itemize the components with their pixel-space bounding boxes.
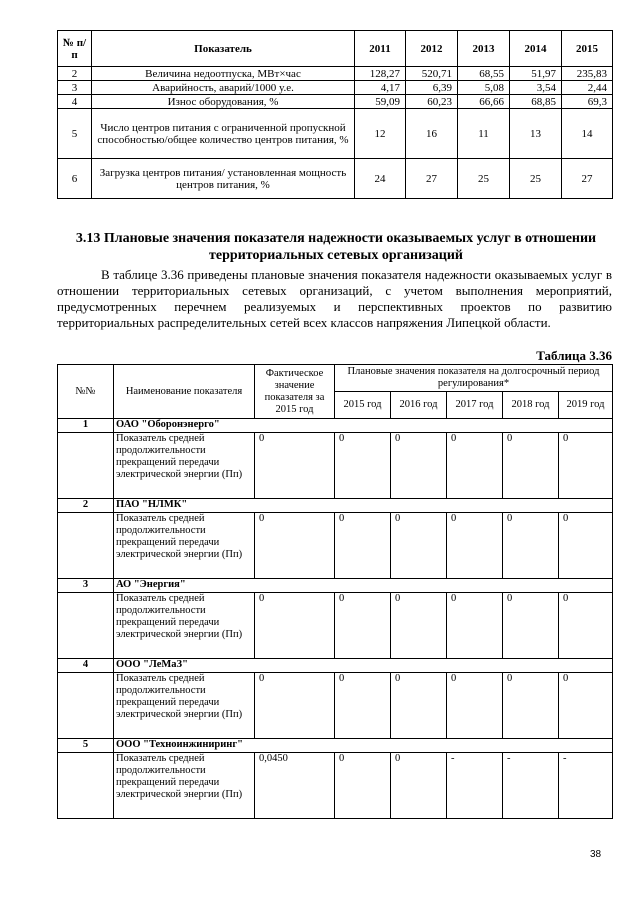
indicator-row [58, 513, 613, 579]
org-num: 3 [58, 579, 114, 593]
header-cell: 2012 [406, 31, 458, 67]
plan-value: 0 [335, 673, 391, 739]
fact-value: 0 [255, 513, 335, 579]
org-row [58, 499, 613, 513]
row-name: Износ оборудования, % [92, 95, 355, 109]
org-name: ООО "ЛеМаЗ" [114, 659, 613, 673]
org-num: 1 [58, 419, 114, 433]
org-name: АО "Энергия" [114, 579, 613, 593]
fact-value: 0,0450 [255, 753, 335, 819]
row-name: Число центров питания с ограниченной пропускной способностью/общее количество центров питания, % [92, 109, 355, 159]
row-value: 4,17 [355, 81, 406, 95]
org-num: 5 [58, 739, 114, 753]
indicator-name: Показатель средней продолжительности прекращений передачи электрической энергии (Пп) [114, 753, 255, 819]
row-value: 68,55 [458, 67, 510, 81]
table-row [58, 67, 613, 81]
table-row [58, 81, 613, 95]
indicator-name: Показатель средней продолжительности прекращений передачи электрической энергии (Пп) [114, 513, 255, 579]
header-year: 2017 год [447, 392, 503, 419]
row-value: 69,3 [562, 95, 613, 109]
plan-value: 0 [503, 673, 559, 739]
plan-value: - [447, 753, 503, 819]
row-value: 60,23 [406, 95, 458, 109]
row-num: 5 [58, 109, 92, 159]
plan-value: 0 [503, 433, 559, 499]
fact-value: 0 [255, 673, 335, 739]
page-number: 38 [590, 849, 602, 860]
header-cell: 2014 [510, 31, 562, 67]
header-cell: 2011 [355, 31, 406, 67]
plan-value: 0 [447, 593, 503, 659]
row-name: Величина недоотпуска, МВт×час [92, 67, 355, 81]
table-caption: Таблица 3.36 [536, 348, 612, 363]
row-value: 68,85 [510, 95, 562, 109]
reliability-plan-table [57, 364, 613, 819]
table-row [58, 95, 613, 109]
plan-value: 0 [503, 513, 559, 579]
plan-value: 0 [447, 673, 503, 739]
header-fact: Фактическое значение показателя за 2015 год [255, 365, 335, 419]
section-paragraph: В таблице 3.36 приведены плановые значения показателя надежности оказываемых услуг в отношении территориальных сетевых организаций, с учетом выполнения мероприятий, предусмотренных перечнем реализуемых и перспективных проектов по развитию территориальных распределительных сетей всех классов напряжения Липецкой области. [57, 267, 612, 330]
header-name: Наименование показателя [114, 365, 255, 419]
org-num: 2 [58, 499, 114, 513]
plan-value: 0 [559, 433, 613, 499]
org-row [58, 739, 613, 753]
row-value: 2,44 [562, 81, 613, 95]
header-cell: 2013 [458, 31, 510, 67]
row-num: 2 [58, 67, 92, 81]
empty-cell [58, 513, 114, 579]
org-row [58, 419, 613, 433]
empty-cell [58, 753, 114, 819]
row-value: 14 [562, 109, 613, 159]
plan-value: 0 [559, 513, 613, 579]
empty-cell [58, 433, 114, 499]
empty-cell [58, 673, 114, 739]
plan-value: 0 [447, 513, 503, 579]
plan-value: 0 [335, 593, 391, 659]
header-year: 2016 год [391, 392, 447, 419]
header-year: 2018 год [503, 392, 559, 419]
row-value: 16 [406, 109, 458, 159]
row-num: 6 [58, 159, 92, 199]
indicators-table [57, 30, 613, 199]
fact-value: 0 [255, 593, 335, 659]
plan-value: 0 [391, 593, 447, 659]
row-value: 24 [355, 159, 406, 199]
row-value: 66,66 [458, 95, 510, 109]
row-value: 520,71 [406, 67, 458, 81]
org-name: ОАО "Оборонэнерго" [114, 419, 613, 433]
row-value: 128,27 [355, 67, 406, 81]
plan-value: 0 [391, 753, 447, 819]
header-cell: 2015 [562, 31, 613, 67]
table-header-row [58, 31, 613, 67]
plan-value: 0 [335, 753, 391, 819]
header-year: 2015 год [335, 392, 391, 419]
row-value: 51,97 [510, 67, 562, 81]
header-plan: Плановые значения показателя на долгосрочный период регулирования* [335, 365, 613, 392]
row-name: Аварийность, аварий/1000 у.е. [92, 81, 355, 95]
row-num: 3 [58, 81, 92, 95]
header-year: 2019 год [559, 392, 613, 419]
plan-value: - [503, 753, 559, 819]
row-value: 12 [355, 109, 406, 159]
row-value: 25 [510, 159, 562, 199]
org-row [58, 579, 613, 593]
table-header-row [58, 365, 613, 392]
plan-value: 0 [559, 593, 613, 659]
table-row [58, 159, 613, 199]
indicator-row [58, 433, 613, 499]
header-cell: № п/п [58, 31, 92, 67]
plan-value: 0 [559, 673, 613, 739]
plan-value: 0 [391, 513, 447, 579]
row-value: 3,54 [510, 81, 562, 95]
plan-value: 0 [335, 433, 391, 499]
row-value: 27 [562, 159, 613, 199]
indicator-name: Показатель средней продолжительности прекращений передачи электрической энергии (Пп) [114, 433, 255, 499]
plan-value: - [559, 753, 613, 819]
row-value: 13 [510, 109, 562, 159]
plan-value: 0 [391, 673, 447, 739]
indicator-name: Показатель средней продолжительности прекращений передачи электрической энергии (Пп) [114, 673, 255, 739]
org-num: 4 [58, 659, 114, 673]
table-row [58, 109, 613, 159]
indicator-row [58, 673, 613, 739]
empty-cell [58, 593, 114, 659]
indicator-row [58, 753, 613, 819]
indicator-row [58, 593, 613, 659]
header-cell: Показатель [92, 31, 355, 67]
org-name: ПАО "НЛМК" [114, 499, 613, 513]
row-value: 235,83 [562, 67, 613, 81]
section-title: 3.13 Плановые значения показателя надежности оказываемых услуг в отношении территориальных сетевых организаций [75, 231, 597, 263]
row-value: 27 [406, 159, 458, 199]
row-value: 59,09 [355, 95, 406, 109]
plan-value: 0 [447, 433, 503, 499]
row-value: 5,08 [458, 81, 510, 95]
fact-value: 0 [255, 433, 335, 499]
org-name: ООО "Техноинжиниринг" [114, 739, 613, 753]
plan-value: 0 [335, 513, 391, 579]
row-name: Загрузка центров питания/ установленная мощность центров питания, % [92, 159, 355, 199]
plan-value: 0 [503, 593, 559, 659]
row-value: 25 [458, 159, 510, 199]
row-value: 11 [458, 109, 510, 159]
row-num: 4 [58, 95, 92, 109]
header-num: №№ [58, 365, 114, 419]
row-value: 6,39 [406, 81, 458, 95]
plan-value: 0 [391, 433, 447, 499]
indicator-name: Показатель средней продолжительности прекращений передачи электрической энергии (Пп) [114, 593, 255, 659]
org-row [58, 659, 613, 673]
